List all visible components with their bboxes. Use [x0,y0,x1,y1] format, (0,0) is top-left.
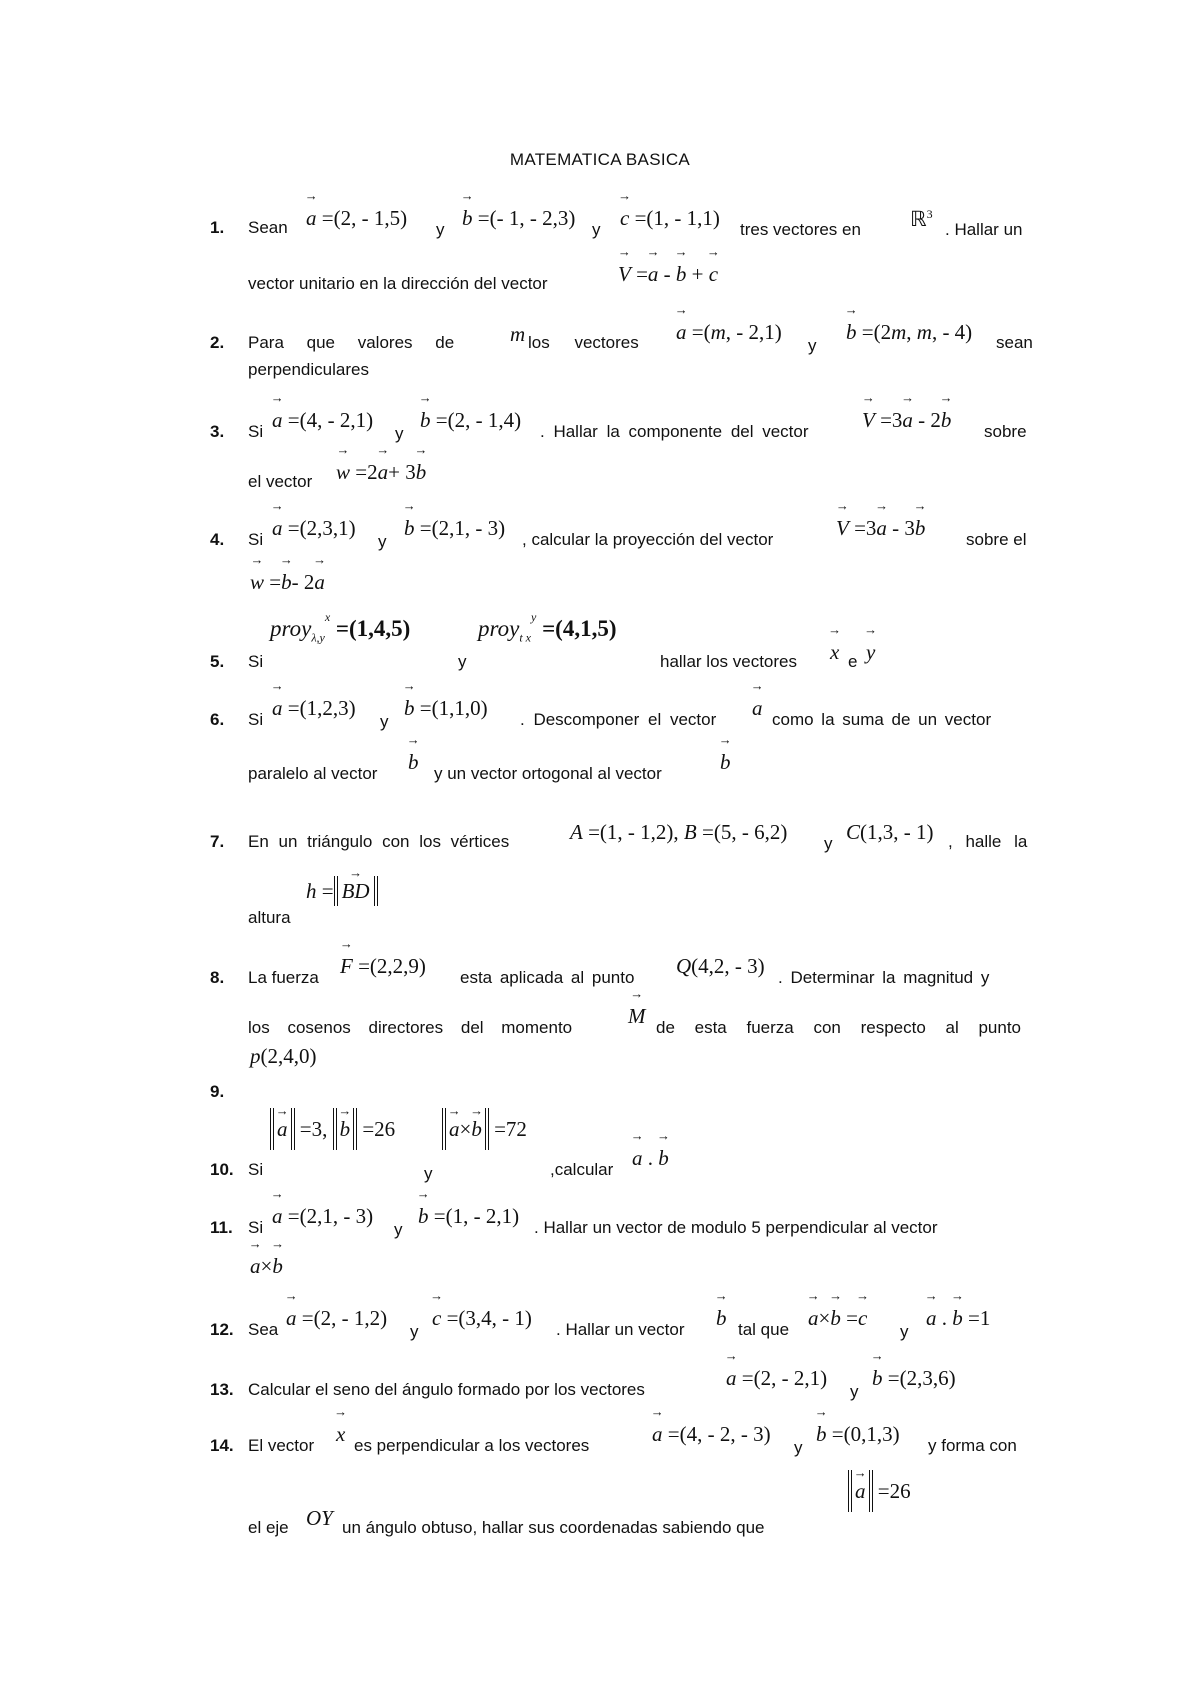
item-12-cross-eq: → a×→ b =→ c [808,1306,867,1331]
item-10-text-si: Si [248,1160,264,1179]
item-number-11: 11. [210,1218,233,1237]
item-7-text-halle: , halle la [948,832,1028,851]
item-5-text-y: y [458,652,467,671]
item-3-text-y: y [395,424,404,443]
item-2-text-perp: perpendiculares [248,360,369,379]
item-7-vertex-c: C(1,3, - 1) [846,820,934,844]
item-14-norm-a: → a =26 [848,1470,911,1512]
item-14-text-obtuso: un ángulo obtuso, hallar sus coordenadas sabiendo que [342,1518,765,1537]
item-6-vector-b: → b =(1,1,0) [404,696,488,721]
item-5-text-hallar: hallar los vectores [660,652,798,671]
item-1-vector-b: → b =(- 1, - 2,3) [462,206,575,231]
item-number-13: 13. [210,1380,234,1399]
item-6-text-si: Si [248,710,264,729]
item-7-text-y: y [824,834,833,853]
item-14-vector-x: → x [336,1422,345,1447]
item-6-text-suma: como la suma de un vector [772,710,992,729]
item-number-12: 12. [210,1320,234,1339]
item-5-proy-2: proy$_{t x}^y$ =(4,1,5) [478,610,617,645]
item-4-text-calcular: , calcular la proyección del vector [522,530,774,549]
item-11-cross: → a×→ b [250,1254,283,1279]
item-11-text-y: y [394,1220,403,1239]
item-13-text-calcular: Calcular el seno del ángulo formado por los vectores [248,1380,645,1399]
item-1-text-unitario: vector unitario en la dirección del vector [248,274,548,293]
item-3-text-hallar: . Hallar la componente del vector [540,422,809,441]
item-6-text-paralelo: paralelo al vector [248,764,378,783]
item-1-text-hallar: . Hallar un [945,220,1023,239]
item-number-1: 1. [210,218,225,237]
item-number-8: 8. [210,968,225,987]
item-8-text-respecto: de esta fuerza con respecto al punto [656,1018,1022,1037]
item-11-vector-a: → a =(2,1, - 3) [272,1204,373,1229]
item-number-2: 2. [210,333,225,352]
item-3-text-si: Si [248,422,264,441]
item-12-text-talque: tal que [738,1320,790,1339]
item-3-vector-w: → w =2→ a+ 3→ b [336,460,426,485]
item-6-text-ortogonal: y un vector ortogonal al vector [434,764,662,783]
item-7-text-altura: altura [248,908,291,927]
item-number-4: 4. [210,530,225,549]
item-8-vector-m: → M [628,1004,646,1029]
item-12-text-sea: Sea [248,1320,279,1339]
item-8-text-determinar: . Determinar la magnitud y [778,968,990,987]
item-3-vector-b: → b =(2, - 1,4) [420,408,521,433]
item-8-text-fuerza: La fuerza [248,968,319,987]
item-4-text-y: y [378,532,387,551]
item-2-vector-b: → b =(2m, m, - 4) [846,320,972,345]
item-4-text-sobre: sobre el [966,530,1027,549]
item-12-text-y: y [410,1322,419,1341]
item-12-text-y2: y [900,1322,909,1341]
item-14-vector-b: → b =(0,1,3) [816,1422,900,1447]
item-2-m: m [510,322,526,346]
item-7-vertices-ab: A =(1, - 1,2), B =(5, - 6,2) [570,820,788,844]
item-number-7: 7. [210,832,225,851]
item-2-text-para: Para que valores de [248,333,455,352]
item-3-text-elvector: el vector [248,472,313,491]
item-8-point-p: p(2,4,0) [250,1044,317,1068]
item-5-vector-x: → x [830,640,839,665]
item-6-vector-b2: → b [408,750,419,775]
item-8-point-q: Q(4,2, - 3) [676,954,765,978]
item-number-14: 14. [210,1436,234,1455]
item-4-vector-a: → a =(2,3,1) [272,516,356,541]
item-2-vector-a: → a =(m, - 2,1) [676,320,782,345]
item-1-vector-c: → c =(1, - 1,1) [620,206,720,231]
item-1-vector-a: → a =(2, - 1,5) [306,206,407,231]
item-7-text-triangulo: En un triángulo con los vértices [248,832,510,851]
item-2-text-sean: sean [996,333,1033,352]
item-number-9: 9. [210,1082,225,1101]
item-14-vector-a: → a =(4, - 2, - 3) [652,1422,771,1447]
item-2-text-y: y [808,336,817,355]
item-10-norms: → a =3, → b =26 [270,1108,395,1150]
item-12-vector-b: → b [716,1306,727,1331]
item-8-vector-f: → F =(2,2,9) [340,954,426,979]
item-13-vector-a: → a =(2, - 2,1) [726,1366,827,1391]
item-3-vector-a: → a =(4, - 2,1) [272,408,373,433]
item-1-text-sean: Sean [248,218,288,237]
item-3-vector-v: → V =3→ a - 2→ b [862,408,951,433]
item-number-10: 10. [210,1160,234,1179]
item-13-vector-b: → b =(2,3,6) [872,1366,956,1391]
item-2-text-los: los vectores [528,333,639,352]
item-8-text-cosenos: los cosenos directores del momento [248,1018,573,1037]
item-14-text-perp: es perpendicular a los vectores [354,1436,590,1455]
item-5-text-si: Si [248,652,264,671]
item-14-text-forma: y forma con [928,1436,1017,1455]
item-12-dot-eq: → a . → b =1 [926,1306,990,1331]
item-7-height-norm: h =→ BD [306,876,378,906]
item-6-vector-a2: → a [752,696,763,721]
item-11-text-hallar: . Hallar un vector de modulo 5 perpendicular al vector [534,1218,938,1237]
item-4-vector-v: → V =3→ a - 3→ b [836,516,925,541]
item-1-text-tres: tres vectores en [740,220,861,239]
item-10-text-calcular: ,calcular [550,1160,614,1179]
item-8-text-aplicada: esta aplicada al punto [460,968,635,987]
item-10-text-y: y [424,1164,433,1183]
item-10-dot: → a . → b [632,1146,669,1171]
item-12-vector-c: → c =(3,4, - 1) [432,1306,532,1331]
item-1-r3: ℝ$^3$ [910,207,933,231]
page-title: MATEMATICA BASICA [509,150,691,169]
item-6-text-descomponer: . Descomponer el vector [520,710,717,729]
item-1-vector-v: → V =→ a - → b + → c [618,262,718,287]
item-12-text-hallar: . Hallar un vector [556,1320,685,1339]
item-3-text-sobre: sobre [984,422,1027,441]
item-4-vector-w: → w =→ b- 2→ a [250,570,325,595]
item-5-vector-y: → y [866,640,875,665]
item-5-text-e: e [848,652,858,671]
item-14-text-y: y [794,1438,803,1457]
item-4-vector-b: → b =(2,1, - 3) [404,516,505,541]
item-10-cross-norm: → a×→ b =72 [442,1108,527,1150]
item-14-text-eje: el eje [248,1518,289,1537]
item-11-text-si: Si [248,1218,264,1237]
item-4-text-si: Si [248,530,264,549]
item-1-text-y1: y [436,220,445,239]
item-14-axis-oy: OY [306,1506,333,1530]
item-6-text-y: y [380,712,389,731]
item-1-text-y2: y [592,220,601,239]
item-number-3: 3. [210,422,225,441]
item-12-vector-a: → a =(2, - 1,2) [286,1306,387,1331]
item-13-text-y: y [850,1382,859,1401]
item-11-vector-b: → b =(1, - 2,1) [418,1204,519,1229]
item-6-vector-b3: → b [720,750,731,775]
item-5-proy-1: proy$_{\lambda,y}^x$ =(1,4,5) [270,610,411,645]
item-number-6: 6. [210,710,225,729]
item-14-text-vector: El vector [248,1436,315,1455]
item-number-5: 5. [210,652,225,671]
item-6-vector-a: → a =(1,2,3) [272,696,356,721]
